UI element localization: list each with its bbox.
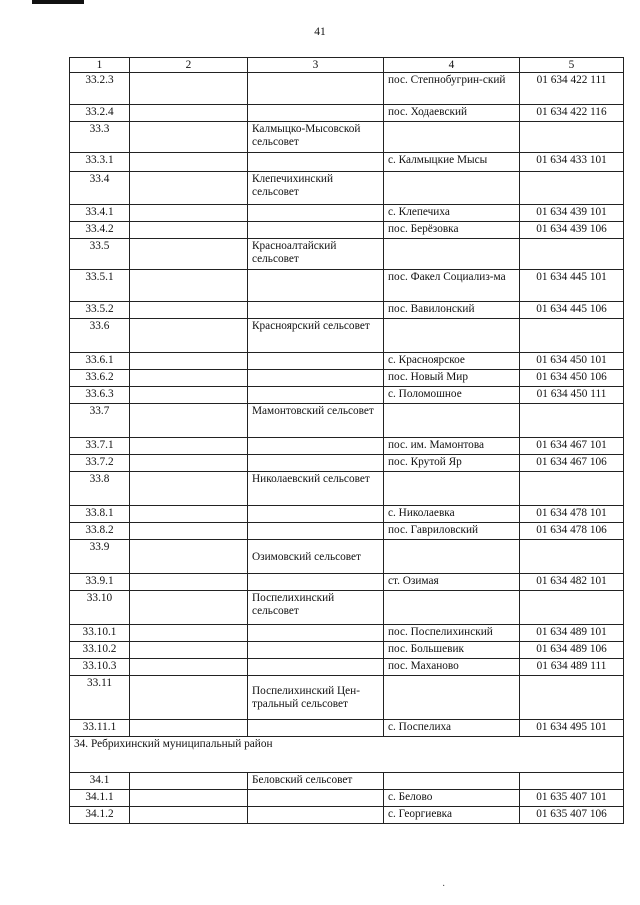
col2-cell [130, 404, 248, 438]
code-cell: 34.1.1 [70, 790, 130, 807]
col2-cell [130, 73, 248, 105]
okato-code-cell: 01 635 407 101 [520, 790, 624, 807]
okato-code-cell: 01 634 489 106 [520, 642, 624, 659]
code-cell: 33.10 [70, 591, 130, 625]
okato-code-cell: 01 634 439 101 [520, 205, 624, 222]
table-row [70, 239, 624, 270]
okato-code-cell [520, 239, 624, 270]
table-row [70, 302, 624, 319]
settlement-cell: пос. Новый Мир [384, 370, 520, 387]
settlement-cell [384, 540, 520, 574]
header-cell-5: 5 [520, 58, 624, 73]
table-row [70, 105, 624, 122]
okato-code-cell: 01 634 450 106 [520, 370, 624, 387]
council-cell: Беловский сельсовет [248, 773, 384, 790]
table-row [70, 73, 624, 105]
table-row [70, 676, 624, 720]
okato-code-cell: 01 634 478 101 [520, 506, 624, 523]
council-cell [248, 625, 384, 642]
code-cell: 33.4.2 [70, 222, 130, 239]
table-row [70, 370, 624, 387]
code-cell: 33.3 [70, 122, 130, 153]
settlement-cell [384, 172, 520, 205]
table-body [70, 73, 624, 824]
code-cell: 33.4.1 [70, 205, 130, 222]
code-cell: 33.10.2 [70, 642, 130, 659]
settlement-cell: пос. Большевик [384, 642, 520, 659]
col2-cell [130, 387, 248, 404]
code-cell: 34.1 [70, 773, 130, 790]
table-row [70, 438, 624, 455]
table-row [70, 790, 624, 807]
settlement-cell: пос. Вавилонский [384, 302, 520, 319]
settlement-cell [384, 773, 520, 790]
settlement-cell: пос. Поспелихинский [384, 625, 520, 642]
council-cell [248, 387, 384, 404]
table-row [70, 404, 624, 438]
settlement-cell [384, 472, 520, 506]
table-row [70, 807, 624, 824]
okato-code-cell: 01 634 445 101 [520, 270, 624, 302]
council-cell: Поспелихинский сельсовет [248, 591, 384, 625]
code-cell: 33.9.1 [70, 574, 130, 591]
okato-code-cell [520, 472, 624, 506]
okato-code-cell: 01 634 482 101 [520, 574, 624, 591]
settlement-cell: с. Клепечиха [384, 205, 520, 222]
table-row [70, 659, 624, 676]
settlement-cell [384, 591, 520, 625]
table-row [70, 773, 624, 790]
council-cell [248, 807, 384, 824]
council-cell: Мамонтовский сельсовет [248, 404, 384, 438]
scan-speck: · [442, 881, 446, 892]
col2-cell [130, 472, 248, 506]
col2-cell [130, 720, 248, 737]
settlement-cell [384, 404, 520, 438]
okato-code-cell: 01 634 433 101 [520, 153, 624, 172]
col2-cell [130, 773, 248, 790]
council-cell [248, 574, 384, 591]
settlement-cell [384, 239, 520, 270]
table-row [70, 172, 624, 205]
code-cell: 33.11 [70, 676, 130, 720]
council-cell [248, 105, 384, 122]
table-row [70, 523, 624, 540]
okato-code-cell: 01 634 495 101 [520, 720, 624, 737]
col2-cell [130, 574, 248, 591]
table-row [70, 319, 624, 353]
council-cell [248, 659, 384, 676]
code-cell: 33.10.1 [70, 625, 130, 642]
table-row [70, 122, 624, 153]
page-number: 41 [314, 26, 326, 38]
col2-cell [130, 105, 248, 122]
settlement-cell: пос. Маханово [384, 659, 520, 676]
col2-cell [130, 153, 248, 172]
settlement-cell: пос. им. Мамонтова [384, 438, 520, 455]
okato-code-cell: 01 634 467 101 [520, 438, 624, 455]
settlement-cell: с. Николаевка [384, 506, 520, 523]
col2-cell [130, 625, 248, 642]
code-cell: 33.11.1 [70, 720, 130, 737]
council-cell: Поспелихинский Цен-тральный сельсовет [248, 676, 384, 720]
header-cell-1: 1 [70, 58, 130, 73]
council-cell [248, 506, 384, 523]
col2-cell [130, 642, 248, 659]
council-cell: Красноярский сельсовет [248, 319, 384, 353]
code-cell: 33.7.1 [70, 438, 130, 455]
table-row [70, 387, 624, 404]
header-cell-3: 3 [248, 58, 384, 73]
col2-cell [130, 353, 248, 370]
col2-cell [130, 790, 248, 807]
okato-code-cell: 01 634 445 106 [520, 302, 624, 319]
council-cell: Калмыцко-Мысовской сельсовет [248, 122, 384, 153]
code-cell: 33.5 [70, 239, 130, 270]
settlement-cell: с. Калмыцкие Мысы [384, 153, 520, 172]
okato-code-cell [520, 773, 624, 790]
settlement-cell [384, 319, 520, 353]
table-row [70, 472, 624, 506]
code-cell: 33.4 [70, 172, 130, 205]
settlement-cell: пос. Берёзовка [384, 222, 520, 239]
okato-code-cell: 01 634 489 111 [520, 659, 624, 676]
code-cell: 33.9 [70, 540, 130, 574]
council-cell [248, 353, 384, 370]
code-cell: 33.2.3 [70, 73, 130, 105]
table-row [70, 625, 624, 642]
col2-cell [130, 659, 248, 676]
council-cell [248, 270, 384, 302]
code-cell: 33.6.1 [70, 353, 130, 370]
code-cell: 33.2.4 [70, 105, 130, 122]
council-cell [248, 302, 384, 319]
col2-cell [130, 172, 248, 205]
code-cell: 33.5.2 [70, 302, 130, 319]
table-row [70, 353, 624, 370]
table-header-row [70, 58, 624, 73]
col2-cell [130, 270, 248, 302]
col2-cell [130, 506, 248, 523]
corner-scan-mark [32, 0, 84, 4]
header-cell-4: 4 [384, 58, 520, 73]
code-cell: 33.8 [70, 472, 130, 506]
code-cell: 33.7.2 [70, 455, 130, 472]
council-cell: Красноалтайский сельсовет [248, 239, 384, 270]
col2-cell [130, 302, 248, 319]
district-heading-row [70, 737, 624, 773]
col2-cell [130, 438, 248, 455]
okato-code-cell: 01 634 439 106 [520, 222, 624, 239]
code-cell: 33.3.1 [70, 153, 130, 172]
code-cell: 33.10.3 [70, 659, 130, 676]
code-cell: 33.8.1 [70, 506, 130, 523]
district-heading: 34. Ребрихинский муниципальный район [70, 737, 624, 773]
col2-cell [130, 370, 248, 387]
council-cell: Клепечихинский сельсовет [248, 172, 384, 205]
col2-cell [130, 319, 248, 353]
okato-code-cell: 01 634 422 116 [520, 105, 624, 122]
settlement-cell: ст. Озимая [384, 574, 520, 591]
okato-code-cell [520, 591, 624, 625]
council-cell: Озимовский сельсовет [248, 540, 384, 574]
okato-code-cell: 01 634 450 111 [520, 387, 624, 404]
code-cell: 33.8.2 [70, 523, 130, 540]
okato-code-cell: 01 634 467 106 [520, 455, 624, 472]
table-row [70, 591, 624, 625]
table-row [70, 540, 624, 574]
col2-cell [130, 676, 248, 720]
settlements-table [69, 57, 624, 824]
settlement-cell: с. Белово [384, 790, 520, 807]
col2-cell [130, 523, 248, 540]
table-row [70, 153, 624, 172]
settlement-cell: пос. Гавриловский [384, 523, 520, 540]
okato-code-cell: 01 634 422 111 [520, 73, 624, 105]
code-cell: 33.6.3 [70, 387, 130, 404]
table-row [70, 270, 624, 302]
okato-code-cell: 01 634 489 101 [520, 625, 624, 642]
table-row [70, 642, 624, 659]
code-cell: 33.5.1 [70, 270, 130, 302]
settlement-cell: с. Георгиевка [384, 807, 520, 824]
code-cell: 33.6.2 [70, 370, 130, 387]
council-cell [248, 153, 384, 172]
col2-cell [130, 455, 248, 472]
settlement-cell: с. Поспелиха [384, 720, 520, 737]
council-cell: Николаевский сельсовет [248, 472, 384, 506]
council-cell [248, 438, 384, 455]
council-cell [248, 370, 384, 387]
code-cell: 33.6 [70, 319, 130, 353]
council-cell [248, 720, 384, 737]
settlement-cell: пос. Степнобугрин-ский [384, 73, 520, 105]
col2-cell [130, 807, 248, 824]
council-cell [248, 790, 384, 807]
okato-code-cell [520, 319, 624, 353]
table-row [70, 455, 624, 472]
col2-cell [130, 540, 248, 574]
council-cell [248, 523, 384, 540]
settlement-cell: пос. Факел Социализ-ма [384, 270, 520, 302]
table-row [70, 222, 624, 239]
council-cell [248, 222, 384, 239]
code-cell: 33.7 [70, 404, 130, 438]
col2-cell [130, 222, 248, 239]
col2-cell [130, 205, 248, 222]
table-row [70, 574, 624, 591]
settlement-cell: пос. Крутой Яр [384, 455, 520, 472]
council-cell [248, 205, 384, 222]
table-row [70, 720, 624, 737]
okato-code-cell: 01 634 478 106 [520, 523, 624, 540]
settlement-cell: с. Поломошное [384, 387, 520, 404]
okato-code-cell [520, 404, 624, 438]
council-cell [248, 73, 384, 105]
code-cell: 34.1.2 [70, 807, 130, 824]
council-cell [248, 642, 384, 659]
col2-cell [130, 122, 248, 153]
settlement-cell [384, 676, 520, 720]
settlement-cell [384, 122, 520, 153]
okato-code-cell: 01 635 407 106 [520, 807, 624, 824]
table-row [70, 205, 624, 222]
okato-code-cell [520, 540, 624, 574]
okato-code-cell [520, 122, 624, 153]
okato-code-cell [520, 172, 624, 205]
table-row [70, 506, 624, 523]
okato-code-cell: 01 634 450 101 [520, 353, 624, 370]
col2-cell [130, 239, 248, 270]
header-cell-2: 2 [130, 58, 248, 73]
col2-cell [130, 591, 248, 625]
settlement-cell: с. Красноярское [384, 353, 520, 370]
settlement-cell: пос. Ходаевский [384, 105, 520, 122]
okato-code-cell [520, 676, 624, 720]
council-cell [248, 455, 384, 472]
